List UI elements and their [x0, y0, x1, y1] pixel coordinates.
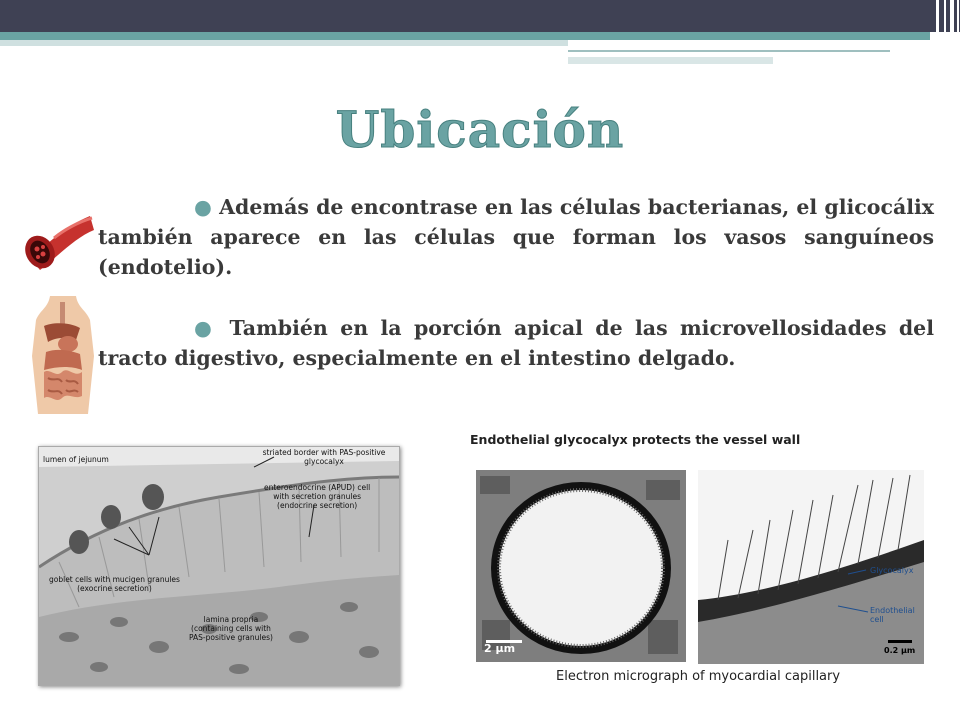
label-apud-cell: enteroendocrine (APUD) cell with secretion granules (endocrine secretion) — [264, 483, 371, 510]
accent-band-light — [0, 40, 568, 46]
micrograph-capillary-cross-section — [476, 470, 686, 662]
digestive-system-icon — [30, 296, 96, 414]
paragraph-text: Además de encontrase en las células bacterianas, el glicocálix también aparece en las células que forman los vasos sanguíneos (endotelio). — [98, 195, 935, 279]
label-lamina-propria: lamina propria (containing cells with PAS-positive granules) — [189, 615, 273, 642]
bullet-marker: ● — [194, 316, 218, 340]
paragraph-digestive — [98, 313, 934, 373]
endothelial-cell-label: Endothelial cell — [870, 606, 915, 624]
blood-vessel-icon — [24, 208, 96, 272]
label-striated-border: striated border with PAS-positive glycocalyx — [262, 448, 386, 466]
micrograph-glycocalyx-detail — [698, 470, 924, 664]
slide-title: Ubicación — [335, 100, 625, 159]
bullet-marker: ● — [194, 195, 212, 219]
accent-line-light — [568, 57, 773, 64]
accent-line — [568, 50, 890, 52]
top-bar — [0, 0, 960, 32]
corner-stripes — [928, 0, 960, 66]
histology-figure — [38, 446, 400, 686]
paragraph-endothelium — [98, 192, 934, 282]
figure-caption: Electron micrograph of myocardial capillary — [556, 669, 841, 684]
scale-label: 2 µm — [484, 642, 516, 655]
paragraph-text: También en la porción apical de las microvellosidades del tracto digestivo, especialmente en el intestino delgado. — [98, 316, 935, 370]
figure-heading: Endothelial glycocalyx protects the vessel wall — [470, 432, 801, 447]
label-lumen: lumen of jejunum — [43, 455, 109, 464]
accent-band — [0, 32, 930, 40]
label-goblet-cells: goblet cells with mucigen granules (exocrine secretion) — [49, 575, 180, 593]
glycocalyx-label: Glycocalyx — [870, 566, 914, 575]
scale-label: 0.2 µm — [884, 646, 916, 655]
